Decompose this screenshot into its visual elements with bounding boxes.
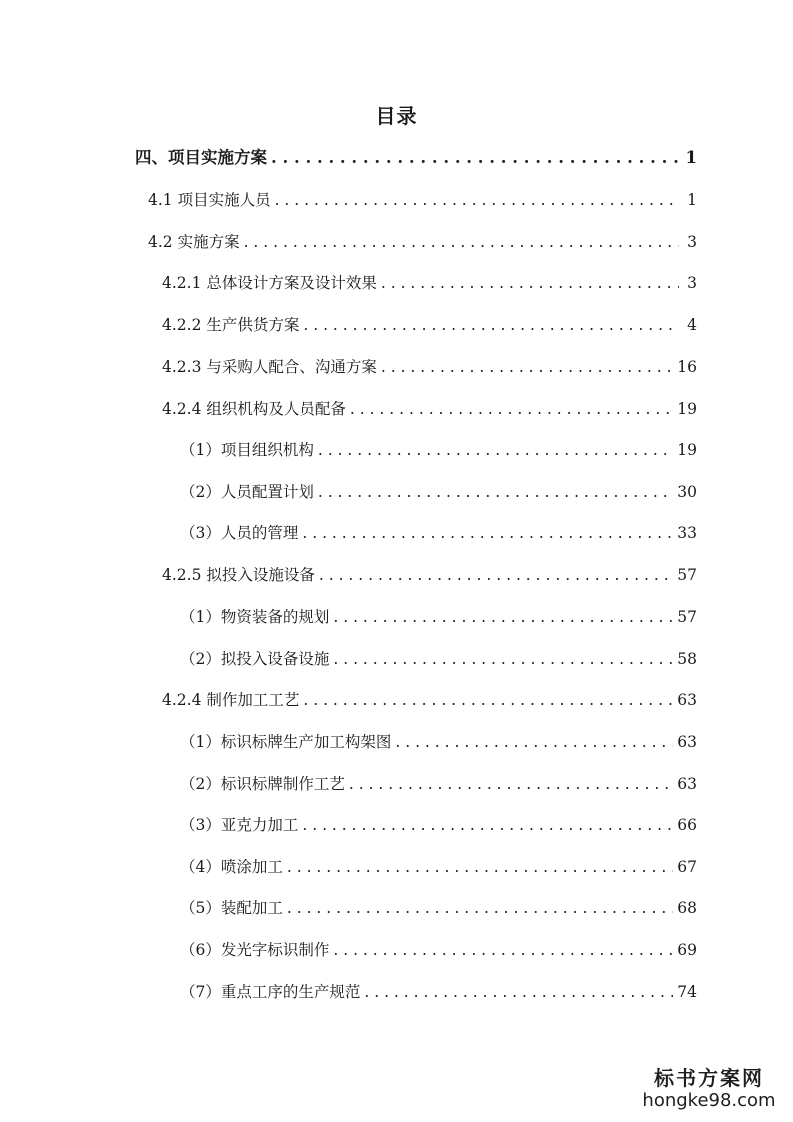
toc-entry-label: （3）人员的管理 <box>180 524 299 542</box>
toc-entry[interactable] <box>180 774 697 794</box>
toc-leader-dots <box>302 523 673 543</box>
toc-entry[interactable] <box>162 357 697 377</box>
toc-entry-page: 3 <box>687 274 697 292</box>
toc-entry[interactable] <box>162 273 697 293</box>
toc-entry[interactable] <box>135 148 697 168</box>
toc-leader-dots <box>319 565 673 585</box>
toc-entry[interactable] <box>180 898 697 918</box>
toc-leader-dots <box>271 148 679 168</box>
toc-entry-page: 66 <box>677 816 697 834</box>
toc-leader-dots <box>302 815 673 835</box>
toc-entry-page: 58 <box>677 650 697 668</box>
toc-entry-label: 4.2.1 总体设计方案及设计效果 <box>162 274 377 292</box>
toc-leader-dots <box>333 649 673 669</box>
toc-entry-label: （1）物资装备的规划 <box>180 608 330 626</box>
toc-entry-label: 四、项目实施方案 <box>135 148 267 167</box>
toc-entry-label: （5）装配加工 <box>180 899 283 917</box>
toc-entry-page: 68 <box>677 899 697 917</box>
toc-entry-page: 63 <box>677 733 697 751</box>
toc-leader-dots <box>303 690 673 710</box>
watermark-chinese-text: 标书方案网 <box>654 1066 764 1090</box>
toc-entry-label: （1）标识标牌生产加工构架图 <box>180 733 392 751</box>
toc-entry[interactable] <box>180 523 697 543</box>
toc-entry-page: 63 <box>677 775 697 793</box>
toc-entry-label: 4.1 项目实施人员 <box>148 191 271 209</box>
toc-leader-dots <box>287 857 673 877</box>
toc-leader-dots <box>244 232 679 252</box>
toc-entry-page: 74 <box>677 983 697 1001</box>
toc-entry[interactable] <box>180 440 697 460</box>
toc-leader-dots <box>381 357 673 377</box>
toc-entry[interactable] <box>162 315 697 335</box>
toc-entry-label: （2）人员配置计划 <box>180 483 314 501</box>
toc-entry-page: 63 <box>677 691 697 709</box>
toc-entry[interactable] <box>162 565 697 585</box>
toc-entry-label: 4.2.3 与采购人配合、沟通方案 <box>162 358 377 376</box>
toc-entry[interactable] <box>180 857 697 877</box>
toc-entry[interactable] <box>180 649 697 669</box>
toc-entry-page: 57 <box>677 608 697 626</box>
toc-entry[interactable] <box>180 607 697 627</box>
toc-leader-dots <box>349 774 673 794</box>
toc-entry-page: 57 <box>677 566 697 584</box>
toc-entry-page: 1 <box>687 191 697 209</box>
toc-entry-label: 4.2.4 组织机构及人员配备 <box>162 400 346 418</box>
toc-entry-label: 4.2.5 拟投入设施设备 <box>162 566 315 584</box>
toc-entry[interactable] <box>180 982 697 1002</box>
toc-title: 目录 <box>375 104 418 128</box>
toc-entry-page: 19 <box>677 400 697 418</box>
toc-leader-dots <box>303 315 679 335</box>
toc-entry-label: （4）喷涂加工 <box>180 858 283 876</box>
toc-entry-page: 1 <box>685 148 697 167</box>
watermark-logo <box>639 1066 779 1112</box>
toc-entry[interactable] <box>180 732 697 752</box>
toc-entry-page: 30 <box>677 483 697 501</box>
toc-entry-label: （3）亚克力加工 <box>180 816 299 834</box>
toc-entry[interactable] <box>162 690 697 710</box>
toc-entry-page: 69 <box>677 941 697 959</box>
toc-entry[interactable] <box>162 399 697 419</box>
toc-entry[interactable] <box>148 232 697 252</box>
toc-leader-dots <box>364 982 673 1002</box>
toc-entry[interactable] <box>180 482 697 502</box>
toc-entry-page: 16 <box>677 358 697 376</box>
toc-entry-label: （2）标识标牌制作工艺 <box>180 775 345 793</box>
toc-leader-dots <box>333 940 673 960</box>
toc-entry-page: 67 <box>677 858 697 876</box>
toc-entry-label: 4.2.2 生产供货方案 <box>162 316 300 334</box>
toc-leader-dots <box>318 440 673 460</box>
toc-entry-page: 33 <box>677 524 697 542</box>
toc-entry-label: （6）发光字标识制作 <box>180 941 330 959</box>
toc-entry-label: 4.2.4 制作加工工艺 <box>162 691 300 709</box>
toc-entry-page: 4 <box>687 316 697 334</box>
toc-entry-label: （1）项目组织机构 <box>180 441 314 459</box>
toc-entry-label: 4.2 实施方案 <box>148 233 240 251</box>
toc-entry[interactable] <box>148 190 697 210</box>
toc-entry[interactable] <box>180 940 697 960</box>
toc-leader-dots <box>287 898 673 918</box>
watermark-url-text: hongke98.com <box>642 1090 776 1111</box>
toc-leader-dots <box>395 732 673 752</box>
toc-entry-label: （7）重点工序的生产规范 <box>180 983 361 1001</box>
toc-leader-dots <box>275 190 679 210</box>
toc-entry-label: （2）拟投入设备设施 <box>180 650 330 668</box>
toc-leader-dots <box>381 273 679 293</box>
toc-entry[interactable] <box>180 815 697 835</box>
toc-entry-page: 3 <box>687 233 697 251</box>
toc-leader-dots <box>318 482 673 502</box>
toc-entry-page: 19 <box>677 441 697 459</box>
toc-leader-dots <box>333 607 673 627</box>
toc-leader-dots <box>350 399 673 419</box>
